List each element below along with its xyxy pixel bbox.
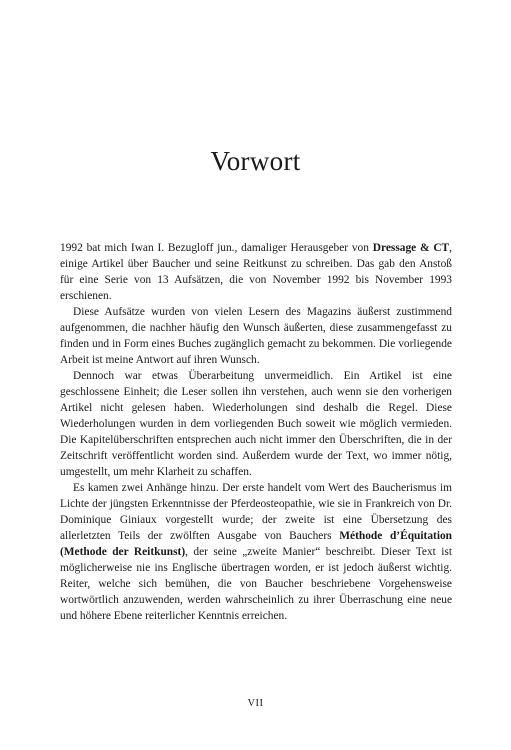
- book-title: Méthode d’Équitation (Methode der Reitkunst): [60, 530, 453, 558]
- paragraph-2: Diese Aufsätze wurden von vielen Lesern des Magazins äußerst zustimmend aufgenommen, die nachher häufig den Wunsch äußerten, diese zusammengefasst zu finden und in Form eines Buches zugänglich gemacht zu bekommen. Die vorliegende Arbeit ist meine Antwort auf ihren Wunsch.: [60, 306, 452, 366]
- paragraph-4-text-end: , der seine „zweite Manier“ beschreibt. Dieser Text ist möglicherweise nie ins Englische übertragen worden, er ist jedoch äußerst wichtig. Reiter, welche sich bemühen, die von Baucher beschriebene Vorgehensweise wortwörtlich anzuwenden, werden wahrscheinlich zu ihrer Überraschung eine neue und höhere Ebene reiterlicher Kenntnis erreichen.: [60, 546, 453, 622]
- paragraph-1-text-end: , einige Artikel über Baucher und seine Reitkunst zu schreiben. Das gab den Anstoß für eine Serie von 13 Aufsätzen, die von November 1992 bis November 1993 erschienen.: [60, 242, 453, 302]
- magazine-name: Dressage & CT: [372, 242, 450, 254]
- preface-body: [60, 240, 452, 624]
- page-number: VII: [247, 698, 264, 709]
- paragraph-4: [60, 480, 452, 624]
- paragraph-1: [60, 240, 452, 304]
- paragraph-3: Dennoch war etwas Überarbeitung unvermeidlich. Ein Artikel ist eine geschlossene Einheit; die Leser sollen ihn verstehen, auch wenn sie den vorherigen Artikel nicht gelesen haben. Wiederholungen sind deshalb die Regel. Diese Wiederholungen wurden in dem vorliegenden Buch soweit wie möglich vermieden. Die Kapitelüberschriften entsprechen auch nicht immer den Überschriften, die in der Zeitschrift veröffentlicht worden sind. Außerdem wurde der Text, wo immer nötig, umgestellt, um mehr Klarheit zu schaffen.: [60, 370, 452, 478]
- paragraph-1-text-start: 1992 bat mich Iwan I. Bezugloff jun., damaliger Herausgeber von: [60, 242, 373, 254]
- page-title: Vorwort: [210, 146, 301, 176]
- paragraph-4-text-start: Es kamen zwei Anhänge hinzu. Der erste handelt vom Wert des Baucherismus im Lichte der jüngsten Erkenntnisse der Pferdeosteopathie, wie sie in Frankreich von Dr. Dominique Giniaux vorgestellt wurde; der zweite ist eine Übersetzung des allerletzten Teils der zwölften Ausgabe von Bauchers: [60, 482, 452, 542]
